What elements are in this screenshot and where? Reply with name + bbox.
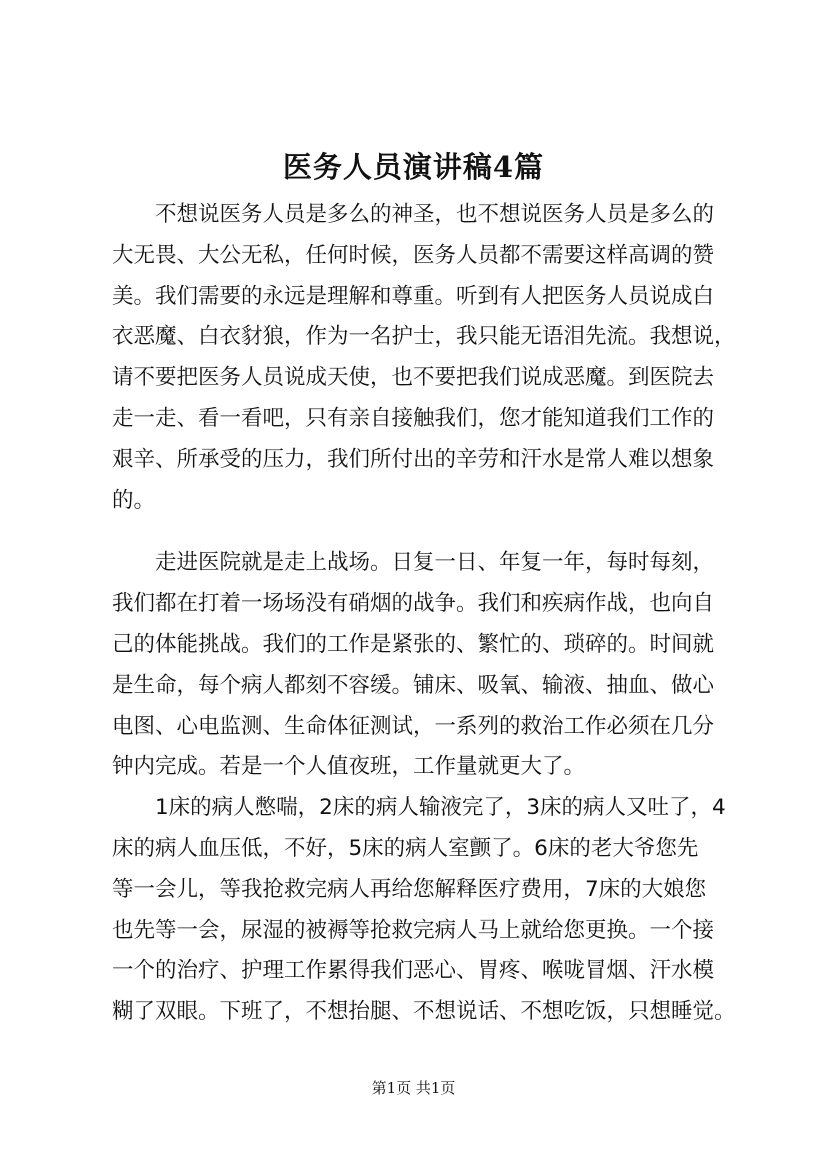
paragraph-line: 等一会儿，等我抢救完病人再给您解释医疗费用，7床的大娘您 [112, 876, 707, 902]
paragraph-line: 艰辛、所承受的压力，我们所付出的辛劳和汗水是常人难以想象 [112, 446, 715, 472]
paragraph-line: 一个的治疗、护理工作累得我们恶心、胃疼、喉咙冒烟、汗水模 [112, 958, 715, 984]
paragraph-line: 是生命，每个病人都刻不容缓。铺床、吸氧、输液、抽血、做心 [112, 672, 715, 698]
paragraph-line: 走一走、看一看吧，只有亲自接触我们，您才能知道我们工作的 [112, 405, 715, 431]
paragraph-2 [112, 543, 752, 788]
paragraph-line: 走进医院就是走上战场。日复一日、年复一年，每时每刻， [155, 550, 715, 576]
document-body [112, 195, 752, 1033]
paragraph-line: 糊了双眼。下班了，不想抬腿、不想说话、不想吃饭，只想睡觉。 [112, 999, 736, 1025]
paragraph-line: 也先等一会，尿湿的被褥等抢救完病人马上就给您更换。一个接 [112, 917, 715, 943]
paragraph-line: 钟内完成。若是一个人值夜班，工作量就更大了。 [112, 754, 586, 780]
paragraph-line: 请不要把医务人员说成天使，也不要把我们说成恶魔。到医院去 [112, 365, 715, 391]
document-title: 医务人员演讲稿4篇 [282, 150, 545, 184]
paragraph-line: 的。 [112, 487, 156, 513]
paragraph-line: 1床的病人憋喘，2床的病人输液完了，3床的病人又吐了，4 [155, 795, 726, 821]
paragraph-line: 美。我们需要的永远是理解和尊重。听到有人把医务人员说成白 [112, 283, 715, 309]
paragraph-line: 不想说医务人员是多么的神圣，也不想说医务人员是多么的 [155, 202, 715, 227]
paragraph-1 [112, 195, 752, 521]
page-number-footer: 第1页 共1页 [371, 1079, 456, 1097]
paragraph-line: 大无畏、大公无私，任何时候，医务人员都不需要这样高调的赞 [112, 242, 715, 268]
paragraph-line: 我们都在打着一场场没有硝烟的战争。我们和疾病作战，也向自 [112, 591, 715, 617]
paragraph-line: 衣恶魔、白衣豺狼，作为一名护士，我只能无语泪先流。我想说， [112, 324, 736, 350]
paragraph-line: 己的体能挑战。我们的工作是紧张的、繁忙的、琐碎的。时间就 [112, 631, 715, 657]
paragraph-line: 床的病人血压低，不好，5床的病人室颤了。6床的老大爷您先 [112, 835, 699, 861]
paragraph-spacer [112, 521, 752, 543]
paragraph-line: 电图、心电监测、生命体征测试，一系列的救治工作必须在几分 [112, 713, 715, 739]
paragraph-3 [112, 788, 752, 1033]
